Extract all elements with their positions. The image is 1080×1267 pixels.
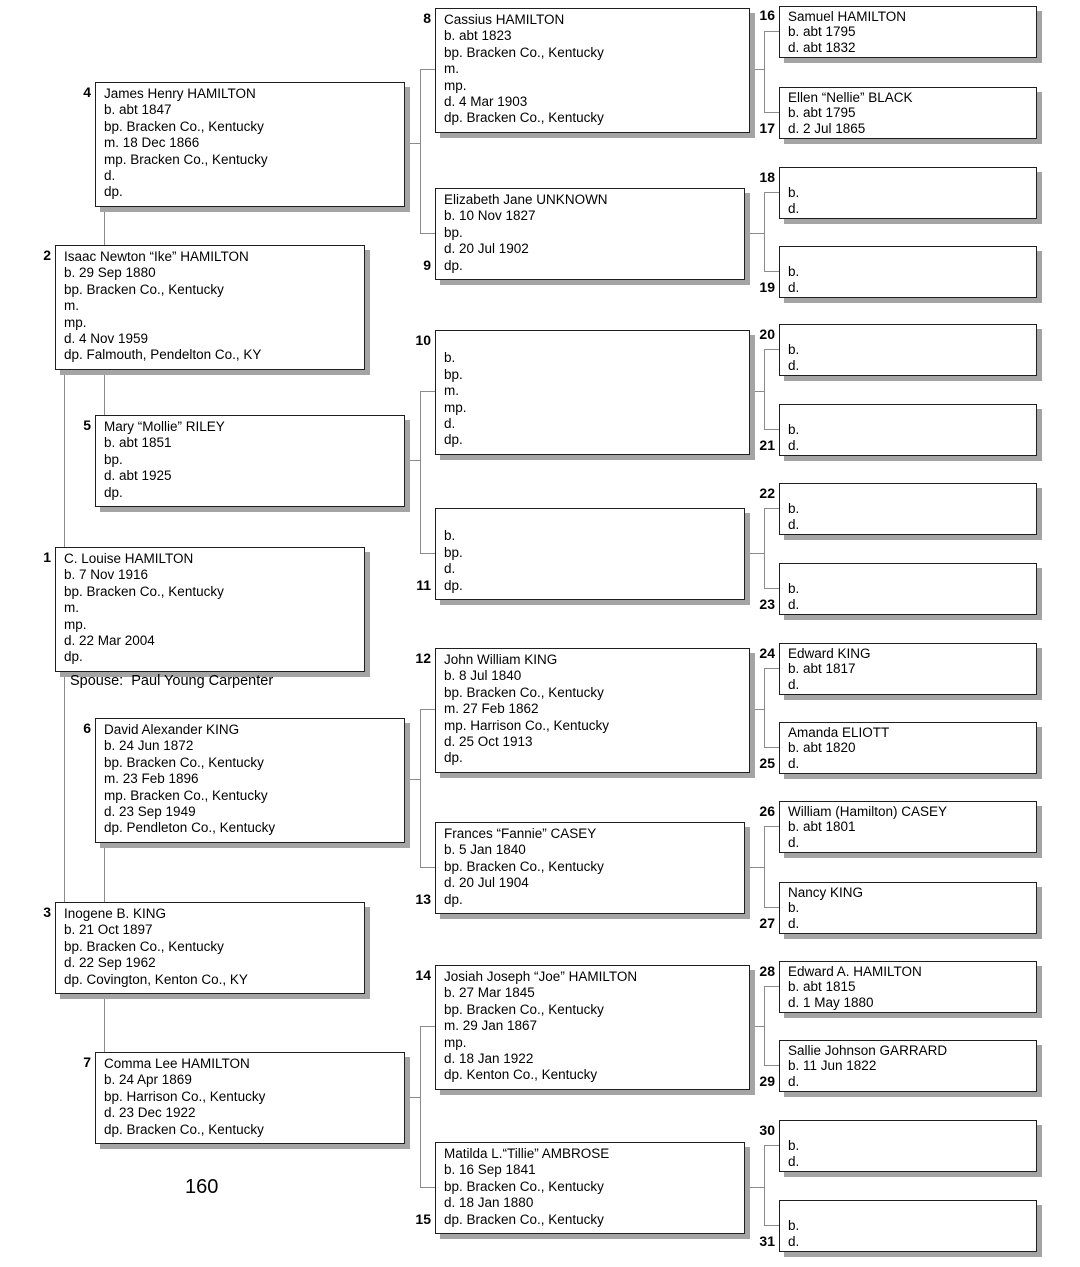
connector-line — [764, 192, 779, 193]
person-name: Mary “Mollie” RILEY — [104, 419, 225, 434]
person-box-12 — [435, 648, 750, 773]
person-detail: d. 20 Jul 1904 — [444, 875, 529, 891]
connector-line — [764, 668, 765, 747]
connector-line — [764, 31, 779, 32]
person-number-30: 30 — [759, 1122, 775, 1138]
connector-line — [764, 192, 765, 271]
person-name — [444, 512, 736, 528]
connector-line — [745, 233, 764, 234]
person-detail: b. 8 Jul 1840 — [444, 668, 522, 684]
connector-line — [745, 553, 764, 554]
connector-line — [764, 907, 779, 908]
person-detail: bp. Bracken Co., Kentucky — [104, 754, 264, 770]
person-number-27: 27 — [759, 915, 775, 931]
person-detail: d. — [444, 561, 456, 577]
person-number-11: 11 — [416, 577, 431, 593]
person-number-3: 3 — [43, 904, 51, 920]
connector-line — [764, 508, 765, 588]
person-box-27 — [779, 882, 1037, 934]
person-name: James Henry HAMILTON — [104, 86, 256, 101]
person-number-1: 1 — [43, 549, 51, 565]
person-box-10 — [435, 330, 750, 455]
person-detail: m. 18 Dec 1866 — [104, 135, 200, 151]
person-box-22 — [779, 483, 1037, 535]
person-detail: d. 1 May 1880 — [788, 994, 874, 1010]
connector-line — [764, 1145, 765, 1225]
person-detail: b. 27 Mar 1845 — [444, 985, 535, 1001]
person-name — [788, 486, 1028, 501]
person-box-5 — [95, 415, 405, 507]
person-detail: d. — [788, 1153, 800, 1169]
person-detail: mp. — [64, 616, 87, 632]
connector-line — [764, 271, 779, 272]
person-detail: mp. — [444, 1034, 467, 1050]
person-detail: dp. — [64, 649, 83, 665]
person-detail: b. abt 1795 — [788, 24, 856, 40]
person-number-9: 9 — [423, 257, 431, 273]
person-name — [788, 170, 1028, 185]
connector-line — [764, 1145, 779, 1146]
person-detail: mp. Harrison Co., Kentucky — [444, 717, 610, 733]
person-box-26 — [779, 801, 1037, 853]
person-number-6: 6 — [83, 720, 91, 736]
person-detail: d. — [788, 915, 800, 931]
person-detail: d. 23 Sep 1949 — [104, 804, 196, 820]
connector-line — [420, 69, 435, 70]
person-name: Edward A. HAMILTON — [788, 964, 922, 979]
connector-line — [764, 1225, 779, 1226]
person-detail: dp. — [444, 891, 463, 907]
person-number-21: 21 — [759, 437, 775, 453]
person-name: Samuel HAMILTON — [788, 9, 907, 24]
person-detail: bp. Bracken Co., Kentucky — [444, 1001, 604, 1017]
connector-line — [420, 709, 421, 867]
connector-line — [405, 143, 420, 144]
person-detail: b. — [788, 900, 800, 916]
connector-line — [764, 349, 765, 429]
person-detail: bp. Bracken Co., Kentucky — [444, 44, 604, 60]
person-detail: b. — [788, 1218, 800, 1234]
person-detail: m. — [444, 61, 459, 77]
person-detail: b. 5 Jan 1840 — [444, 842, 526, 858]
person-detail: d. — [788, 596, 800, 612]
person-name — [788, 327, 1028, 342]
person-name: Josiah Joseph “Joe” HAMILTON — [444, 969, 638, 984]
person-number-8: 8 — [423, 10, 431, 26]
person-detail: m. 29 Jan 1867 — [444, 1018, 538, 1034]
connector-line — [405, 460, 420, 461]
connector-line — [405, 1097, 420, 1098]
page-number: 160 — [185, 1176, 219, 1198]
person-detail: m. — [444, 383, 459, 399]
person-detail: d. 23 Dec 1922 — [104, 1105, 196, 1121]
person-detail: b. — [788, 501, 800, 517]
person-detail: b. — [788, 581, 800, 597]
connector-line — [420, 233, 435, 234]
person-detail: d. — [788, 437, 800, 453]
person-detail: d. 18 Jan 1880 — [444, 1195, 534, 1211]
person-name: Elizabeth Jane UNKNOWN — [444, 192, 608, 207]
person-detail: b. — [788, 422, 800, 438]
connector-line — [764, 588, 779, 589]
person-detail: bp. Bracken Co., Kentucky — [444, 1178, 604, 1194]
person-box-8 — [435, 8, 750, 133]
connector-line — [420, 553, 435, 554]
spouse-note: Spouse: Paul Young Carpenter — [70, 673, 274, 689]
person-detail: b. 10 Nov 1827 — [444, 208, 536, 224]
person-detail: dp. Falmouth, Pendelton Co., KY — [64, 347, 262, 363]
person-number-23: 23 — [759, 596, 775, 612]
person-detail: b. abt 1847 — [104, 102, 172, 118]
person-box-30 — [779, 1120, 1037, 1172]
person-detail: dp. — [444, 432, 463, 448]
person-box-21 — [779, 404, 1037, 456]
person-box-15 — [435, 1142, 745, 1234]
person-name: Inogene B. KING — [64, 906, 167, 921]
person-detail: d. abt 1925 — [104, 468, 172, 484]
person-detail: dp. Kenton Co., Kentucky — [444, 1067, 598, 1083]
person-number-31: 31 — [759, 1233, 775, 1249]
person-box-9 — [435, 188, 745, 280]
connector-line — [405, 779, 420, 780]
connector-line — [764, 668, 779, 669]
person-detail: b. 24 Jun 1872 — [104, 738, 194, 754]
person-name: Cassius HAMILTON — [444, 12, 565, 27]
person-number-24: 24 — [759, 645, 775, 661]
person-detail: b. 24 Apr 1869 — [104, 1072, 192, 1088]
person-box-19 — [779, 246, 1037, 298]
person-box-24 — [779, 643, 1037, 695]
person-detail: dp. Bracken Co., Kentucky — [104, 1121, 264, 1137]
person-detail: d. — [788, 357, 800, 373]
person-number-25: 25 — [759, 755, 775, 771]
connector-line — [764, 826, 779, 827]
connector-line — [764, 826, 765, 907]
connector-line — [764, 429, 779, 430]
person-detail: b. abt 1815 — [788, 979, 856, 995]
person-name: John William KING — [444, 652, 558, 667]
person-box-3 — [55, 902, 365, 994]
person-detail: b. — [444, 528, 456, 544]
person-detail: mp. Bracken Co., Kentucky — [104, 151, 268, 167]
person-detail: mp. Bracken Co., Kentucky — [104, 787, 268, 803]
person-number-12: 12 — [415, 650, 431, 666]
person-detail: b. abt 1820 — [788, 740, 856, 756]
connector-line — [420, 69, 421, 233]
person-number-14: 14 — [415, 967, 431, 983]
person-detail: d. 22 Sep 1962 — [64, 955, 156, 971]
person-number-15: 15 — [415, 1211, 431, 1227]
person-name — [788, 1203, 1028, 1218]
person-detail: m. 27 Feb 1862 — [444, 701, 539, 717]
person-detail: b. 21 Oct 1897 — [64, 922, 153, 938]
person-number-22: 22 — [759, 485, 775, 501]
person-detail: d. — [788, 676, 800, 692]
person-detail: d. 25 Oct 1913 — [444, 734, 533, 750]
person-detail: d. — [788, 279, 800, 295]
person-box-20 — [779, 324, 1037, 376]
person-detail: d. — [444, 416, 456, 432]
person-number-29: 29 — [759, 1073, 775, 1089]
person-box-14 — [435, 965, 750, 1090]
person-detail: b. — [788, 342, 800, 358]
person-detail: mp. — [444, 399, 467, 415]
person-detail: m. — [64, 600, 79, 616]
person-name: C. Louise HAMILTON — [64, 551, 194, 566]
person-name — [788, 407, 1028, 422]
person-name: Matilda L.“Tillie” AMBROSE — [444, 1146, 610, 1161]
person-detail: bp. — [104, 451, 123, 467]
person-detail: b. — [788, 264, 800, 280]
connector-line — [420, 391, 435, 392]
connector-line — [420, 1026, 435, 1027]
person-box-4 — [95, 82, 405, 207]
person-detail: bp. Bracken Co., Kentucky — [104, 118, 264, 134]
person-detail: b. abt 1801 — [788, 819, 856, 835]
person-name: William (Hamilton) CASEY — [788, 804, 948, 819]
person-detail: d. 18 Jan 1922 — [444, 1051, 534, 1067]
connector-line — [420, 391, 421, 553]
connector-line — [764, 1065, 779, 1066]
connector-line — [764, 747, 779, 748]
connector-line — [750, 709, 764, 710]
person-box-31 — [779, 1200, 1037, 1252]
person-name — [444, 334, 741, 350]
person-name: Amanda ELIOTT — [788, 725, 890, 740]
person-detail: d. 22 Mar 2004 — [64, 633, 155, 649]
person-box-11 — [435, 508, 745, 600]
person-name — [788, 249, 1028, 264]
person-box-6 — [95, 718, 405, 843]
person-detail: d. 20 Jul 1902 — [444, 241, 529, 257]
person-detail: b. 29 Sep 1880 — [64, 265, 156, 281]
person-detail: bp. — [444, 544, 463, 560]
person-detail: dp. Pendleton Co., Kentucky — [104, 820, 276, 836]
person-detail: m. — [64, 298, 79, 314]
person-detail: d. 4 Mar 1903 — [444, 94, 528, 110]
person-detail: dp. — [444, 257, 463, 273]
person-name: Nancy KING — [788, 885, 864, 900]
person-box-17 — [779, 87, 1037, 139]
person-detail: b. — [788, 185, 800, 201]
person-name — [788, 566, 1028, 581]
person-box-28 — [779, 961, 1037, 1013]
person-box-25 — [779, 722, 1037, 774]
person-detail: bp. Bracken Co., Kentucky — [64, 583, 224, 599]
person-detail: bp. Bracken Co., Kentucky — [444, 858, 604, 874]
person-detail: bp. — [444, 366, 463, 382]
person-box-13 — [435, 822, 745, 914]
person-box-2 — [55, 245, 365, 370]
person-detail: bp. Bracken Co., Kentucky — [444, 684, 604, 700]
person-detail: dp. Covington, Kenton Co., KY — [64, 971, 248, 987]
person-detail: d. 4 Nov 1959 — [64, 331, 149, 347]
person-detail: dp. — [444, 750, 463, 766]
person-name: Frances “Fannie” CASEY — [444, 826, 597, 841]
connector-line — [420, 1026, 421, 1187]
person-detail: b. — [788, 1138, 800, 1154]
connector-line — [420, 709, 435, 710]
person-name: Isaac Newton “Ike” HAMILTON — [64, 249, 249, 264]
person-box-23 — [779, 563, 1037, 615]
person-box-16 — [779, 6, 1037, 58]
person-detail: b. abt 1851 — [104, 435, 172, 451]
person-detail: mp. — [64, 314, 87, 330]
person-detail: d. — [788, 834, 800, 850]
person-detail: d. — [788, 1073, 800, 1089]
person-number-4: 4 — [83, 84, 91, 100]
connector-line — [750, 69, 764, 70]
person-detail: b. 7 Nov 1916 — [64, 567, 149, 583]
person-detail: d. — [104, 168, 116, 184]
person-detail: dp. — [104, 184, 123, 200]
person-number-17: 17 — [759, 120, 775, 136]
person-detail: m. 23 Feb 1896 — [104, 771, 199, 787]
person-number-18: 18 — [759, 169, 775, 185]
person-detail: bp. Bracken Co., Kentucky — [64, 281, 224, 297]
person-number-26: 26 — [759, 803, 775, 819]
person-box-18 — [779, 167, 1037, 219]
person-name — [788, 1123, 1028, 1138]
connector-line — [764, 508, 779, 509]
person-detail: d. — [788, 200, 800, 216]
person-detail: d. — [788, 755, 800, 771]
connector-line — [764, 31, 765, 112]
person-number-7: 7 — [83, 1054, 91, 1070]
person-number-13: 13 — [415, 891, 431, 907]
person-box-29 — [779, 1040, 1037, 1092]
person-detail: dp. Bracken Co., Kentucky — [444, 1211, 604, 1227]
connector-line — [745, 867, 764, 868]
person-name: Comma Lee HAMILTON — [104, 1056, 250, 1071]
person-detail: mp. — [444, 77, 467, 93]
person-number-5: 5 — [83, 417, 91, 433]
person-number-10: 10 — [415, 332, 431, 348]
person-detail: bp. Bracken Co., Kentucky — [64, 938, 224, 954]
person-detail: dp. Bracken Co., Kentucky — [444, 110, 604, 126]
person-detail: d. — [788, 516, 800, 532]
person-number-28: 28 — [759, 963, 775, 979]
person-detail: bp. — [444, 224, 463, 240]
connector-line — [745, 1187, 764, 1188]
connector-line — [764, 986, 765, 1065]
person-number-16: 16 — [759, 7, 775, 23]
person-detail: dp. — [104, 484, 123, 500]
connector-line — [420, 1187, 435, 1188]
person-detail: bp. Harrison Co., Kentucky — [104, 1088, 266, 1104]
connector-line — [764, 349, 779, 350]
person-detail: d. abt 1832 — [788, 39, 856, 55]
person-box-7 — [95, 1052, 405, 1144]
connector-line — [764, 986, 779, 987]
person-detail: d. 2 Jul 1865 — [788, 120, 866, 136]
person-detail: dp. — [444, 577, 463, 593]
connector-line — [420, 867, 435, 868]
person-detail: d. — [788, 1233, 800, 1249]
person-detail: b. 11 Jun 1822 — [788, 1058, 877, 1074]
person-number-2: 2 — [43, 247, 51, 263]
person-name: Ellen “Nellie” BLACK — [788, 90, 913, 105]
person-detail: b. — [444, 350, 456, 366]
connector-line — [764, 112, 779, 113]
person-number-20: 20 — [759, 326, 775, 342]
person-detail: b. abt 1795 — [788, 105, 856, 121]
person-detail: b. abt 1817 — [788, 661, 856, 677]
connector-line — [750, 391, 764, 392]
person-detail: b. abt 1823 — [444, 28, 512, 44]
person-name: David Alexander KING — [104, 722, 240, 737]
person-box-1 — [55, 547, 365, 672]
connector-line — [750, 1026, 764, 1027]
person-name: Sallie Johnson GARRARD — [788, 1043, 948, 1058]
person-name: Edward KING — [788, 646, 871, 661]
person-detail: b. 16 Sep 1841 — [444, 1162, 536, 1178]
person-number-19: 19 — [759, 279, 775, 295]
